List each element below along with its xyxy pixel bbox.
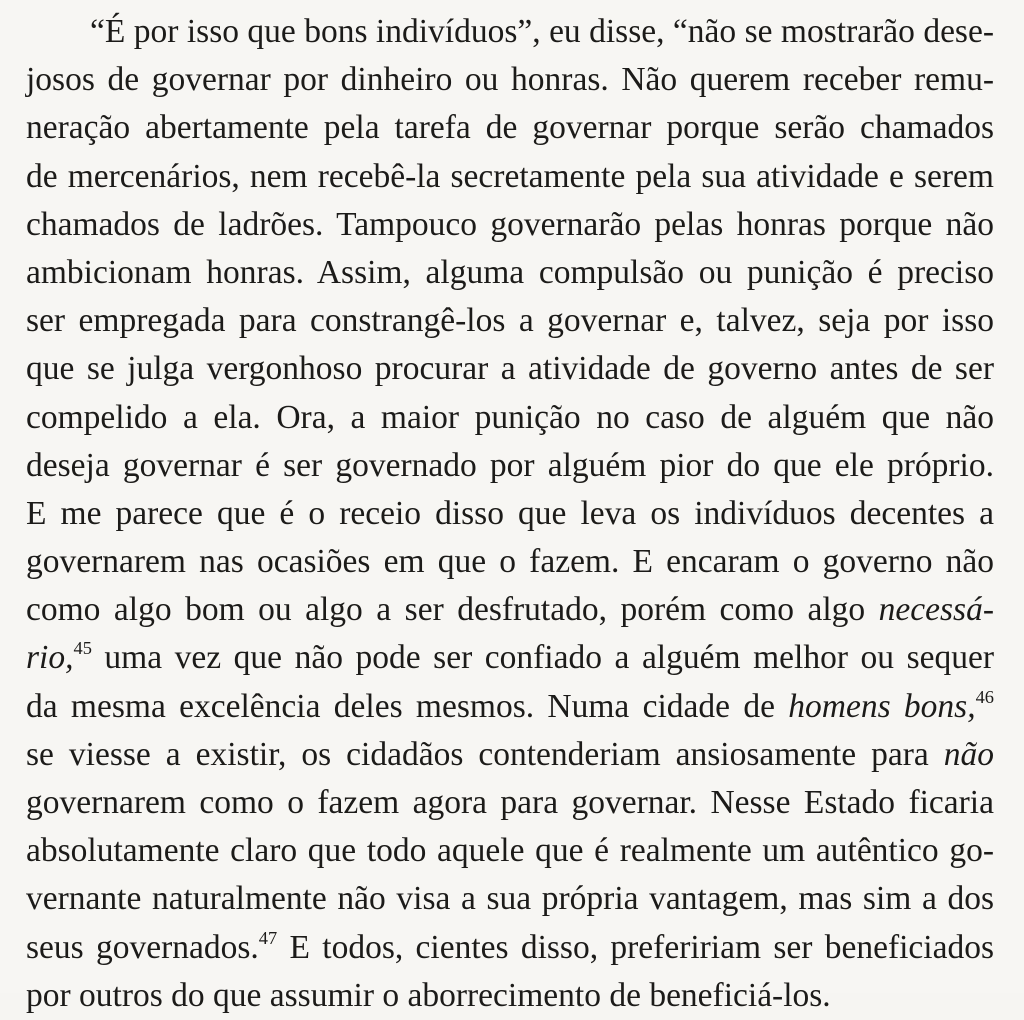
italic-text: homens bons,: [788, 687, 976, 725]
text-run: vernante naturalmente não visa a sua própria vantagem, mas sim a dos: [26, 880, 994, 918]
text-run: E todos, cientes disso, prefeririam ser beneficiados: [277, 928, 994, 966]
text-run: chamados de ladrões. Tampouco governarão pelas honras porque não: [26, 205, 994, 243]
italic-text: necessá-: [878, 591, 994, 629]
text-run: governarem como o fazem agora para governar. Nesse Estado ficaria: [26, 784, 994, 821]
italic-text: rio,: [26, 639, 74, 677]
text-run: ambicionam honras. Assim, alguma compulsão ou punição é preciso: [26, 253, 994, 291]
text-line: [26, 634, 994, 682]
footnote-marker: 45: [73, 638, 92, 659]
text-line: [26, 201, 994, 249]
text-run: se viesse a existir, os cidadãos contenderiam ansiosamente para: [26, 735, 944, 773]
text-line: [26, 8, 994, 56]
text-run: absolutamente claro que todo aquele que é realmente um autêntico go-: [26, 832, 994, 870]
text-line: [26, 490, 994, 538]
text-line: [26, 153, 994, 201]
text-line: [26, 442, 994, 490]
text-line: [26, 586, 994, 634]
text-line: [26, 827, 994, 875]
text-line: [26, 924, 994, 972]
text-run: da mesma excelência deles mesmos. Numa cidade de: [26, 687, 789, 725]
text-line: [26, 345, 994, 393]
text-run: “É por isso que bons indivíduos”, eu disse, “não se mostrarão dese-: [90, 13, 994, 50]
text-line: [26, 104, 994, 152]
text-run: como algo bom ou algo a ser desfrutado, porém como algo: [26, 591, 879, 629]
italic-text: não: [943, 735, 994, 773]
text-run: ser empregada para constrangê-los a governar e, talvez, seja por isso: [26, 302, 994, 340]
body-paragraph: [26, 8, 994, 1020]
text-run: seus governados.: [26, 928, 259, 966]
text-run: por outros do que assumir o aborrecimento de beneficiá-los.: [26, 976, 831, 1014]
footnote-marker: 46: [975, 686, 994, 707]
text-run: neração abertamente pela tarefa de governar porque serão chamados: [26, 109, 994, 147]
text-run: josos de governar por dinheiro ou honras. Não querem receber remu-: [26, 61, 994, 99]
text-line: [26, 56, 994, 104]
text-run: que se julga vergonhoso procurar a atividade de governo antes de ser: [26, 350, 994, 388]
text-line: [26, 972, 994, 1020]
text-line: [26, 297, 994, 345]
text-line: [26, 683, 994, 731]
text-line: [26, 779, 994, 827]
text-run: governarem nas ocasiões em que o fazem. E encaram o governo não: [26, 543, 994, 581]
text-line: [26, 538, 994, 586]
text-line: [26, 875, 994, 923]
text-run: compelido a ela. Ora, a maior punição no caso de alguém que não: [26, 398, 994, 436]
footnote-marker: 47: [258, 927, 278, 948]
text-run: uma vez que não pode ser confiado a alguém melhor ou sequer: [91, 639, 994, 677]
text-run: deseja governar é ser governado por alguém pior do que ele próprio.: [26, 446, 994, 484]
text-line: [26, 731, 994, 779]
text-line: [26, 249, 994, 297]
text-run: de mercenários, nem recebê-la secretamente pela sua atividade e serem: [26, 157, 994, 195]
text-run: E me parece que é o receio disso que leva os indivíduos decentes a: [26, 494, 994, 532]
text-line: [26, 394, 994, 442]
